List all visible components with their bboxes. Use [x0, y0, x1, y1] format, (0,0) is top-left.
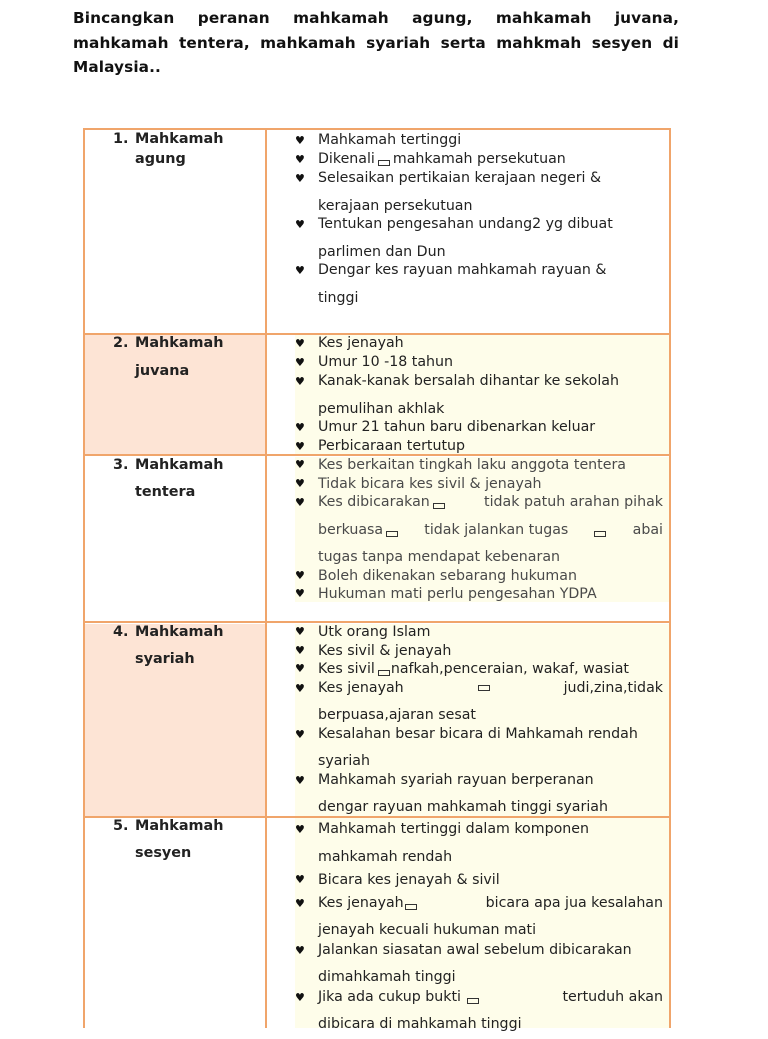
bullet-text: Utk orang Islam [318, 624, 431, 640]
bullet-text: Kes jenayah [318, 335, 404, 351]
row-2-left-shade [85, 335, 266, 454]
bullet-text: pemulihan akhlak [318, 400, 445, 417]
bullet-text: Bicara kes jenayah & sivil [318, 872, 500, 888]
bullet-text: berpuasa,ajaran sesat [318, 707, 476, 723]
bullet-item [295, 767, 663, 822]
bullet-item [295, 623, 663, 642]
row-title-line: agung [135, 151, 186, 167]
bullet-text: Kes sivil & jenayah [318, 642, 452, 659]
bullet-item [295, 131, 663, 150]
bullet-item [295, 567, 663, 586]
bullet-text: tidak jalankan tugas [424, 521, 569, 538]
bullet-text: Hukuman mati perlu pengesahan YDPA [318, 586, 597, 602]
bullet-text: nafkah,penceraian, wakaf, wasiat [390, 661, 629, 677]
courts-table [83, 128, 671, 1032]
bullet-text: Tidak bicara kes sivil & jenayah [318, 475, 542, 492]
bullet-text: tidak patuh arahan pihak [484, 494, 663, 510]
placeholder-box-icon [594, 531, 606, 537]
bullet-text: Mahkamah tertinggi [318, 132, 462, 148]
bullet-text: jenayah kecuali hukuman mati [318, 922, 537, 938]
row-1-bullets [295, 131, 663, 312]
bullet-text: Umur 21 tahun baru dibenarkan keluar [318, 419, 596, 435]
bullet-text: Boleh dikenakan sebarang hukuman [318, 567, 577, 584]
bullet-text: bicara apa jua kesalahan [485, 894, 663, 911]
bullet-item [295, 871, 663, 890]
bullet-text: syariah [318, 753, 370, 769]
row-3-bullets [295, 456, 663, 604]
bullet-text: Tentukan pengesahan undang2 yg dibuat [318, 216, 613, 232]
bullet-text: mahkamah rendah [318, 848, 453, 865]
table-border-left [83, 128, 85, 1028]
placeholder-box-icon [478, 685, 490, 691]
placeholder-box-icon [467, 998, 479, 1004]
bullet-text: Mahkamah tertinggi dalam komponen [318, 821, 589, 837]
bullet-text: Dikenali [318, 151, 375, 167]
bullet-item [295, 642, 663, 661]
table-border-right [669, 128, 671, 1028]
bullet-text: dibicara di mahkamah tinggi [318, 1016, 522, 1032]
row-title-line: Mahkamah [135, 457, 224, 473]
row-title-line: Mahkamah [135, 818, 224, 834]
row-title-line: juvana [135, 363, 190, 379]
bullet-text: Kes dibicarakan [318, 494, 430, 510]
bullet-item [295, 437, 663, 456]
bullet-text: Jalankan siasatan awal sebelum dibicarakan [318, 941, 632, 958]
bullet-text: judi,zina,tidak [563, 679, 663, 696]
row-2-bullets [295, 334, 663, 456]
table-column-divider [265, 128, 267, 1028]
bullet-text: Kesalahan besar bicara di Mahkamah rendah [318, 725, 638, 742]
table-border-top [83, 128, 671, 130]
bullet-text: tertuduh akan [562, 988, 663, 1005]
placeholder-box-icon [405, 904, 417, 910]
page-heading: Bincangkan peranan mahkamah agung, mahkamah juvana, mahkamah tentera, mahkamah syariah serta mahkmah sesyen di Malaysia.. [73, 9, 679, 76]
row-number: 1. [113, 131, 129, 147]
bullet-text: berkuasa [318, 521, 384, 538]
bullet-item [295, 585, 663, 604]
bullet-text: parlimen dan Dun [318, 243, 446, 260]
bullet-text: dimahkamah tinggi [318, 969, 456, 985]
bullet-text: Umur 10 -18 tahun [318, 354, 454, 370]
bullet-text: Selesaikan pertikaian kerajaan negeri & [318, 170, 602, 186]
bullet-text: Jika ada cukup bukti [318, 988, 461, 1005]
bullet-text: ♥ Kes jenayah [318, 679, 404, 696]
bullet-text: mahkamah persekutuan [392, 151, 566, 167]
bullet-text: Kes jenayah [318, 894, 404, 911]
bullet-item [295, 816, 663, 871]
bullet-text: Dengar kes rayuan mahkamah rayuan & [318, 262, 607, 278]
row-title-line: Mahkamah [135, 131, 224, 147]
bullet-text: Mahkamah syariah rayuan berperanan [318, 771, 594, 788]
bullet-text: Kes sivil [318, 661, 375, 677]
row-title-line: sesyen [135, 845, 192, 861]
row-title-line: syariah [135, 651, 195, 667]
row-4-bullets [295, 623, 663, 822]
bullet-text: tugas tanpa mendapat kebenaran [318, 549, 561, 565]
row-5-bullets [295, 816, 663, 1039]
placeholder-box-icon [386, 531, 398, 537]
row-title-line: Mahkamah [135, 335, 224, 351]
bullet-text: kerajaan persekutuan [318, 197, 473, 214]
bullet-item [295, 456, 663, 475]
row-number: 3. [113, 457, 129, 473]
bullet-item [295, 334, 663, 353]
row-number: 4. [113, 624, 129, 640]
bullet-item [295, 489, 663, 572]
row-number: 2. [113, 335, 129, 351]
bullet-item [295, 418, 663, 437]
row-title-line: tentera [135, 484, 196, 500]
bullet-text: abai [632, 521, 663, 538]
bullet-text: dengar rayuan mahkamah tinggi syariah [318, 799, 608, 815]
bullet-text: tinggi [318, 289, 359, 306]
row-number: 5. [113, 818, 129, 834]
bullet-item [295, 257, 663, 312]
bullet-text: Kes berkaitan tingkah laku anggota tentera [318, 457, 626, 473]
bullet-item [295, 368, 663, 423]
bullet-item [295, 984, 663, 1039]
row-title-line: Mahkamah [135, 624, 224, 640]
bullet-text: Perbicaraan tertutup [318, 438, 466, 454]
placeholder-box-icon [433, 503, 445, 509]
bullet-text: Kanak-kanak bersalah dihantar ke sekolah [318, 373, 619, 389]
